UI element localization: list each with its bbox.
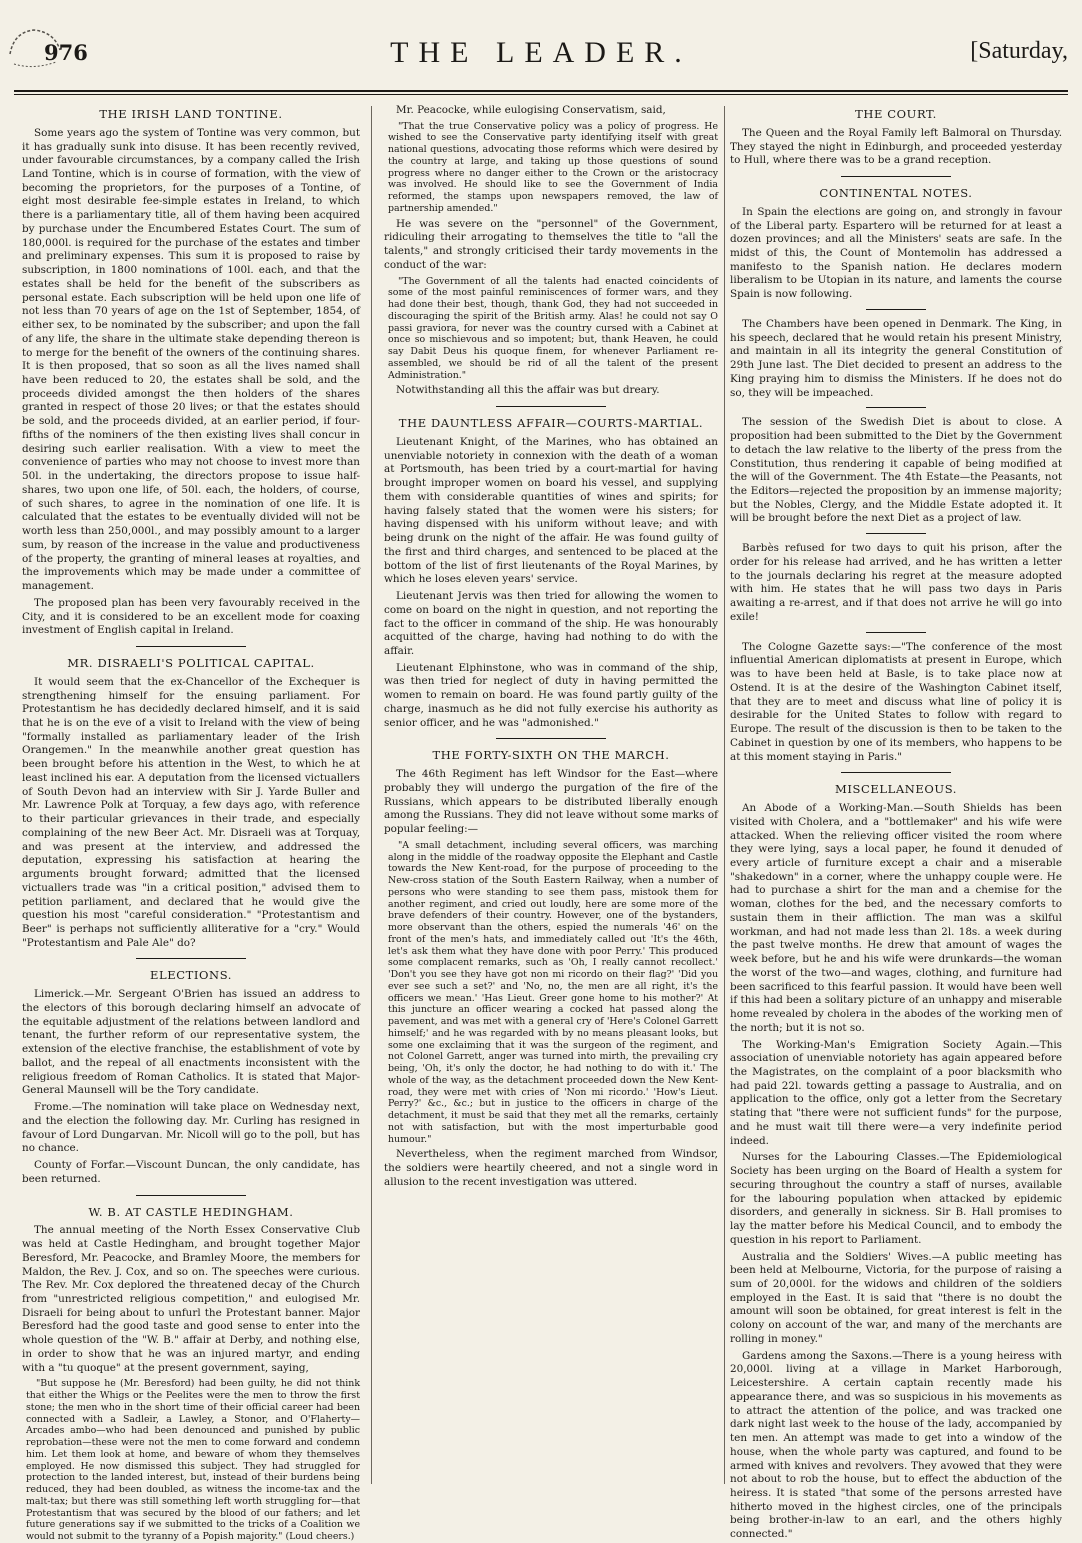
article-heading: THE COURT. xyxy=(855,107,937,121)
paragraph-divider xyxy=(866,632,926,633)
article-paragraph: The session of the Swedish Diet is about to close. A proposition had been submitted to the Diet by the Government to detach the law relative to the liberty of the press from the Constitution, thus rendering it capable of being modified at the will of the Government. The 4th Estate—the Peasants, not the Editors—rejected the proposition by an immense majority; but the Nobles, Clergy, and the Middle Estate adopted it. It will be brought before the next Diet as a project of law. xyxy=(730,416,1062,525)
article-paragraph: The 46th Regiment has left Windsor for the East—where probably they will undergo the purgation of the fire of the Russians, which appears to be distributed liberally enough among the Russians. They did not leave without some marks of popular feeling:— xyxy=(384,768,718,836)
article-paragraph: Australia and the Soldiers' Wives.—A public meeting has been held at Melbourne, Victoria, for the purpose of raising a sum of 20,000l. for the widows and children of the soldiers employed in the East. It is said that "there is no doubt the amount will soon be obtained, for great interest is felt in the colony on account of the war, and many of the merchants are rolling in money." xyxy=(730,1250,1062,1345)
masthead-rule xyxy=(14,90,1068,92)
article-paragraph: Lieutenant Elphinstone, who was in command of the ship, was then tried for neglect of duty in having permitted the women to remain on board. He was found partly guilty of the charge, inasmuch as he did not fully exercise his authority as senior officer, and he was "admonished." xyxy=(384,661,718,729)
article-paragraph: Lieutenant Jervis was then tried for allowing the women to come on board on the night in question, and not reporting the fact to the officer in command of the ship. He was honourably acquitted of the charge, having had nothing to do with the affair. xyxy=(384,590,718,657)
article-paragraph: It would seem that the ex-Chancellor of the Exchequer is strengthening himself for the ensuing parliament. For Protestantism he has decidedly declared himself, and it is said that he is on the eve of a visit to Ireland with the view of being "formally installed as parliamentary leader of the Irish Orangemen." In the meanwhile another great question has been brought before his attention in the West, to which he at least inclined his ear. A deputation from the licensed victuallers of South Devon had an interview with Sir J. Yarde Buller and Mr. Lawrence Polk at Torquay, a few days ago, with reference to their particular grievances in their trade, and especially complaining of the new Beer Act. Mr. Disraeli was at Torquay, and was present at the interview, and addressed the deputation, expressing his satisfaction at hearing the arguments brought forward; admitted that the licensed victuallers trade was "in a critical position," advised them to petition parliament, and declared that he would give the question his most "careful consideration." "Protestantism and Beer" is perhaps not sufficiently alliterative for a "cry." Would "Protestantism and Pale Ale" do? xyxy=(22,675,360,949)
column-2 xyxy=(384,104,718,1489)
article-disraeli-political-capital xyxy=(22,657,360,950)
article-heading: ELECTIONS. xyxy=(149,968,233,983)
column-divider xyxy=(724,106,725,1484)
article-elections xyxy=(22,969,360,1186)
column-1 xyxy=(22,104,360,1543)
article-heading: CONTINENTAL NOTES. xyxy=(819,186,973,200)
article-heading: THE DAUNTLESS AFFAIR—COURTS-MARTIAL. xyxy=(398,416,704,431)
article-heading: THE IRISH LAND TONTINE. xyxy=(99,107,283,121)
masthead xyxy=(14,36,1068,76)
article-paragraph: The proposed plan has been very favourably received in the City, and it is considered to be an excellent mode for coaxing investment of English capital in Ireland. xyxy=(22,596,360,637)
page-number: 976 xyxy=(44,40,88,65)
newspaper-title: THE LEADER. xyxy=(390,36,692,69)
section-divider xyxy=(841,772,951,773)
section-divider xyxy=(136,958,246,959)
article-paragraph: Nevertheless, when the regiment marched from Windsor, the soldiers were heartily cheered, and not a single word in allusion to the recent investigation was uttered. xyxy=(384,1148,718,1188)
article-quote: "The Government of all the talents had enacted coincidents of some of the most painful reminiscences of former wars, and they had done their best, though, thank God, they had not succeeded in discouraging the spirit of the British army. Alas! he could not say O passi graviora, for never was the country cursed with a Cabinet at once so mischievous and so impotent; but, thank Heaven, he could say Dabit Deus his quoque finem, for whenever Parliament re-assembled, we should be rid of all the talent of the present Administration." xyxy=(388,275,718,381)
article-quote: "That the true Conservative policy was a policy of progress. He wished to see the Conservative party identifying itself with great national questions, advocating those reforms which were desired by the country at large, and taking up those questions of sound progress where no danger either to the Crown or the aristocracy was involved. He should like to see the Government of India reformed, the stamps upon newspapers removed, the law of partnership amended." xyxy=(388,120,718,214)
article-paragraph: Nurses for the Labouring Classes.—The Epidemiological Society has been urging on the Board of Health a system for securing throughout the country a staff of nurses, available for the labouring population when attacked by epidemic disorders, and generally in sickness. Sir B. Hall promises to lay the matter before his Medical Council, and to embody the question in his report to Parliament. xyxy=(730,1151,1062,1246)
column-3 xyxy=(730,104,1062,1541)
article-paragraph: The Queen and the Royal Family left Balmoral on Thursday. They stayed the night in Edinburgh, and proceeded yesterday to Hull, where there was to be a grand reception. xyxy=(730,126,1062,167)
article-paragraph: Limerick.—Mr. Sergeant O'Brien has issued an address to the electors of this borough declaring himself an advocate of the equitable adjustment of the relations between landlord and tenant, the further reform of our representative system, the extension of the elective franchise, the establishment of vote by ballot, and the repeal of all enactments inconsistent with the religious freedom of Roman Catholics. It is stated that Major-General Maunsell will be the Tory candidate. xyxy=(22,988,360,1097)
article-paragraph: Mr. Peacocke, while eulogising Conservatism, said, xyxy=(396,104,666,116)
issue-day: [Saturday, xyxy=(970,38,1068,64)
article-paragraph: He was severe on the "personnel" of the Government, ridiculing their arrogating to themselves the title to "all the talents," and strongly criticised their tardy movements in the conduct of the war: xyxy=(384,217,718,271)
article-paragraph: The Chambers have been opened in Denmark. The King, in his speech, declared that he would retain his present Ministry, and maintain in all its integrity the general Constitution of 29th June last. The Diet decided to present an address to the King praying him to dismiss the Ministers. If he does not do so, they will be impeached. xyxy=(730,317,1062,399)
article-paragraph: Frome.—The nomination will take place on Wednesday next, and the election the following day. Mr. Curling has resigned in favour of Lord Dungarvan. Mr. Nicoll will go to the poll, but has no chance. xyxy=(22,1101,360,1155)
section-divider xyxy=(136,646,246,647)
article-paragraph: Notwithstanding all this the affair was but dreary. xyxy=(396,384,660,397)
article-heading: MISCELLANEOUS. xyxy=(834,782,958,797)
article-paragraph: An Abode of a Working-Man.—South Shields has been visited with Cholera, and a "bottlemaker" and his wife were attacked. When the relieving officer visited the room where they were lying, says a local paper, he found it denuded of every article of furniture except a chair and a miserable "shakedown" in a corner, where the unhappy couple were. He had to purchase a shirt for the man and a chemise for the woman, clothes for the bed, and the necessary comforts to sustain them in their affliction. The man was a skilful workman, and had not made less than 2l. 18s. a week during the past twelve months. He drew that amount of wages the week before, but he and his wife were drunkards—the woman the worst of the two—and wages, clothing, and furniture had been sacrificed to this fearful passion. It would have been well if this had been a solitary picture of an unhappy and miserable home revealed by cholera in the abodes of the working men of the north; but it is not so. xyxy=(730,802,1062,1034)
article-the-court xyxy=(730,108,1062,168)
article-quote: "A small detachment, including several officers, was marching along in the middle of the roadway opposite the Elephant and Castle towards the New Kent-road, for the purpose of proceeding to the New-cross station of the South Eastern Railway, when a number of persons who were standing to see them pass, mistook them for another regiment, and cried out loudly, here are some more of the brave defenders of their country. However, one of the bystanders, more observant than the others, espied the numerals '46' on the front of the men's hats, and immediately called out 'It's the 46th, let's ask them what they have done with poor Perry.' This produced some complacent remarks, such as 'Oh, I really cannot recollect.' 'Don't you see they have got non mi ricordo on their flag?' 'Did you ever see such a set?' and 'No, no, the men are all right, it's the officers we mean.' 'Has Lieut. Greer gone home to his mother?' At this juncture an officer wearing a cocked hat passed along the pavement, and was met with a general cry of 'Here's Colonel Garrett himself;' and he was regarded with by no means pleasant looks, but some one exclaiming that it was the surgeon of the regiment, and not Colonel Garrett, anger was turned into mirth, the prevailing cry being, 'Oh, it's only the doctor, he had nothing to do with it.' The whole of the way, as the detachment proceeded down the New Kent-road, they were met with cries of 'Non mi ricordo.' 'How's Lieut. Perry?' &c., &c.; but in justice to the officers in charge of the detachment, it must be said that they met all the remarks, certainly not with satisfaction, but with the most imperturbable good humour." xyxy=(388,839,718,1145)
article-heading: W. B. AT CASTLE HEDINGHAM. xyxy=(88,1204,294,1219)
article-paragraph: Barbès refused for two days to quit his prison, after the order for his release had arrived, and he has written a letter to the journals declaring his regret at the measure adopted with him. He states that he will pass two days in Paris awaiting a re-arrest, and if that does not arrive he will go into exile! xyxy=(730,542,1062,623)
article-castle-hedingham xyxy=(22,1206,360,1543)
article-heading: MR. DISRAELI'S POLITICAL CAPITAL. xyxy=(67,655,315,670)
article-paragraph: Lieutenant Knight, of the Marines, who has obtained an unenviable notoriety in connexion with the death of a woman at Portsmouth, has been tried by a court-martial for having brought improper women on board his vessel, and supplying them with considerable quantities of wines and spirits; for having falsely stated that the women were his sisters; for having dispensed with his uniform without leave; and with being drunk on the night of the affair. He was found guilty of the first and third charges, and sentenced to be placed at the bottom of the list of first lieutenants of the Royal Marines, by which he loses eleven years' service. xyxy=(384,435,718,586)
article-irish-land-tontine xyxy=(22,108,360,638)
column-divider xyxy=(371,106,372,1484)
article-quote: "But suppose he (Mr. Beresford) had been guilty, he did not think that either the Whigs or the Peelites were the men to throw the first stone; the men who in the short time of their official career had been connected with a Sadleir, a Lawley, a Stonor, and O'Flaherty—Arcades ambo—who had been denounced and punished by public reprobation—these were not the men to come forward and condemn him. Let them look at home, and beware of whom they themselves employed. He now dismissed this subject. They had struggled for protection to the landed interest, but, instead of their burdens being reduced, they had been doubled, as witness the income-tax and the malt-tax; but there was still something left worth struggling for—that Protestantism that was secured by the blood of our fathers; and let future generations say if we submitted to the tricks of a Coalition we would not submit to the tyranny of a Popish majority." (Loud cheers.) xyxy=(26,1378,360,1543)
masthead-rule-thin xyxy=(14,94,1068,95)
article-miscellaneous xyxy=(730,783,1062,1542)
article-forty-sixth xyxy=(384,749,718,1189)
article-heading: THE FORTY-SIXTH ON THE MARCH. xyxy=(432,748,670,763)
article-paragraph: The Cologne Gazette says:—"The conference of the most influential American diplomatists at present in Europe, which was to have been held at Basle, is to take place now at Ostend. It is at the desire of the Washington Cabinet itself, that they are to meet and discuss what line of policy it is desirable for the United States to follow with regard to Europe. The result of the discussion is then to be taken to the Cabinet in question by one of its members, who happens to be at this moment staying in Paris." xyxy=(730,640,1062,763)
section-divider xyxy=(496,738,606,739)
article-paragraph: Gardens among the Saxons.—There is a young heiress with 20,000l. living at a village in Market Harborough, Leicestershire. A certain captain recently made his appearance there, and was so suspicious in his movements as to attract the attention of the police, and was tracked one dark night last week to the house of the lady, accompanied by ten men. An attempt was made to get into a window of the house, when the whole party was captured, and found to be armed with knives and revolvers. They avowed that they were not about to rob the house, but to effect the abduction of the heiress. It is stated "that some of the persons arrested have hitherto moved in the highest circles, one of the principals being brother-in-law to an earl, and the others highly connected." xyxy=(730,1349,1062,1541)
article-paragraph: County of Forfar.—Viscount Duncan, the only candidate, has been returned. xyxy=(22,1159,360,1185)
article-continental-notes xyxy=(730,187,1062,764)
section-divider xyxy=(496,406,606,407)
article-paragraph: In Spain the elections are going on, and strongly in favour of the Liberal party. Espartero will be returned for at least a dozen provinces; and all the Ministers' seats are safe. In the midst of this, the Count of Montemolin has addressed a manifesto to the Spanish nation. He declares modern liberalism to be Utopian in its nature, and laments the course Spain is now following. xyxy=(730,205,1062,301)
section-divider xyxy=(841,176,951,177)
article-paragraph: The Working-Man's Emigration Society Again.—This association of unenviable notoriety has again appeared before the Magistrates, on the complaint of a poor blacksmith who had paid 22l. towards getting a passage to Australia, and on application to the office, only got a letter from the Secretary stating that "there were not sufficient funds" for the purpose, and he must wait till there were—a very indefinite period indeed. xyxy=(730,1038,1062,1147)
section-divider xyxy=(136,1195,246,1196)
paragraph-divider xyxy=(866,533,926,534)
article-dauntless-affair xyxy=(384,417,718,730)
paragraph-divider xyxy=(866,309,926,310)
article-paragraph: Some years ago the system of Tontine was very common, but it has gradually sunk into disuse. It has been recently revived, under favourable circumstances, by a company called the Irish Land Tontine, which is in course of formation, with the view of becoming the proprietors, for the purposes of a Tontine, of eight most desirable fee-simple estates in Ireland, to which there is a parliamentary title, all of them having been acquired by purchase under the Encumbered Estates Court. The sum of 180,000l. is required for the purchase of the estates and timber and preliminary expenses. This sum it is proposed to raise by subscription, in 1800 nominations of 100l. each, and that the estates shall be held for the benefit of the subscribers as personal estate. Each subscription will be held upon one life of not less than 70 years of age on the 1st of September, 1854, of either sex, to be nominated by the subscriber; and upon the fall of any life, the share in the ultimate stake depending thereon is to merge for the benefit of the owners of the continuing shares. It is then proposed, that so soon as all the lives named shall have been reduced to 20, the estates shall be sold, and the proceeds divided amongst the then holders of the shares granted in respect of those 20 lives; or that the estates should be sold, and the proceeds divided, at an earlier period, if four-fifths of the nominers of the then existing lives shall concur in desiring such earlier realisation. With a view to meet the convenience of parties who may not choose to invest more than 50l. in the undertaking, the directors propose to issue half-shares, two upon one life, of 50l. each, the holders, of course, of such shares, to agree in the nomination of one life. It is calculated that the estates to be eventually divided will not be worth less than 250,000l., and may possibly amount to a larger sum, by reason of the increase in the value and productiveness of the property, the granting of mineral leases at royalties, and the improvements which may be made under a committee of management. xyxy=(22,126,360,593)
article-paragraph: The annual meeting of the North Essex Conservative Club was held at Castle Hedingham, and brought together Major Beresford, Mr. Peacocke, and Bramley Moore, the members for Maldon, the Rev. J. Cox, and so on. The speeches were curious. The Rev. Mr. Cox deplored the threatened decay of the Church from "unrestricted religious competition," and eulogised Mr. Disraeli for being about to unfurl the Protestant banner. Major Beresford had the good taste and good sense to enter into the whole question of the "W. B." affair at Derby, and nothing else, in order to show that he was an injured martyr, and ending with a "tu quoque" at the present government, saying, xyxy=(22,1224,360,1374)
paragraph-divider xyxy=(866,407,926,408)
